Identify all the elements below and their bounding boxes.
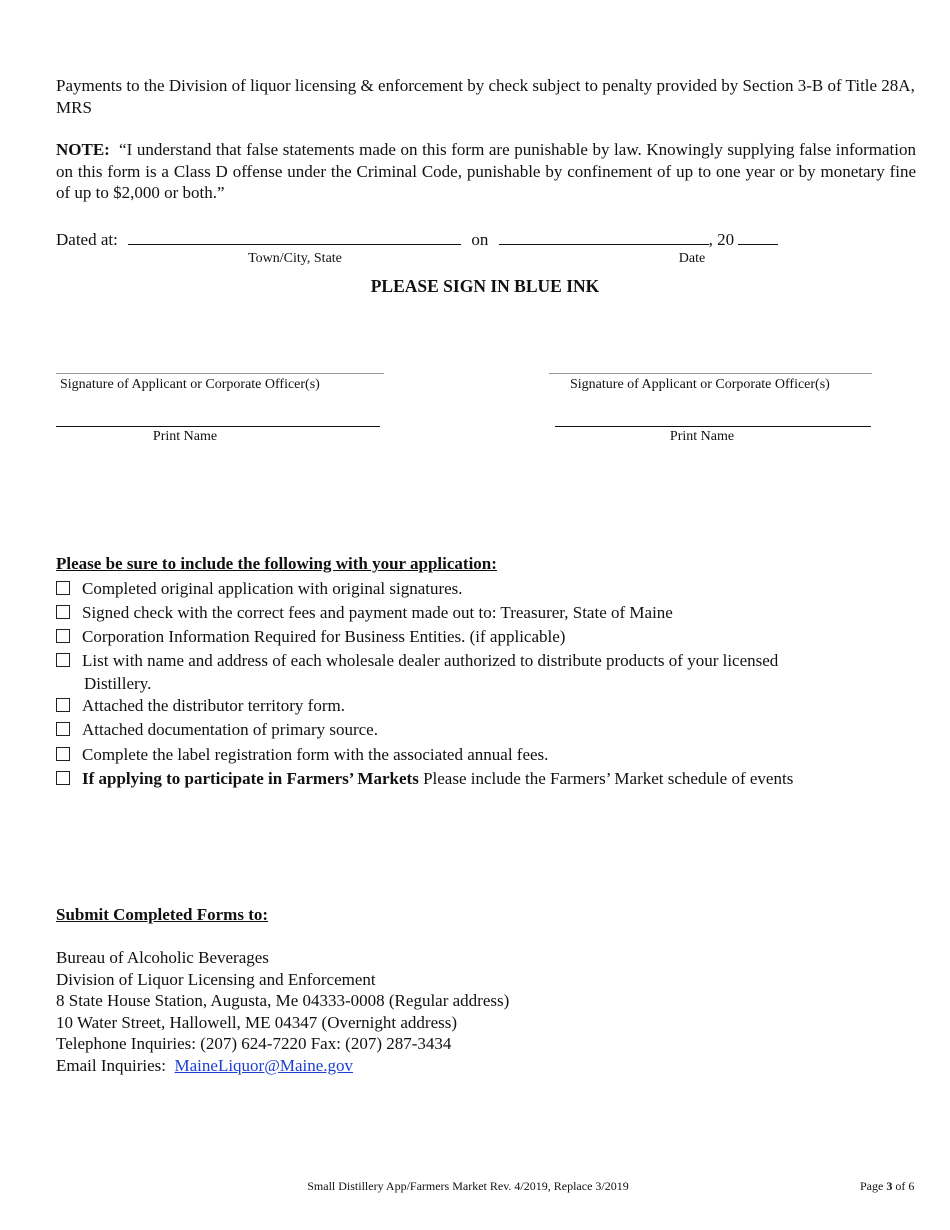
checklist-item-text: Attached documentation of primary source. bbox=[82, 720, 378, 739]
note-text: “I understand that false statements made on this form are punishable by law. Knowingly supplying false information on this form is a Class D offense under the Criminal Code, punishable by confinement of up to one year or by monetary fine of up to $2,000 or both.” bbox=[56, 140, 917, 202]
date-field[interactable] bbox=[499, 230, 709, 245]
print-name-caption-left: Print Name bbox=[152, 429, 218, 444]
checklist-item bbox=[56, 602, 916, 624]
checkbox[interactable] bbox=[56, 771, 70, 785]
checklist-item-text: Complete the label registration form with the associated annual fees. bbox=[82, 745, 549, 764]
checkbox[interactable] bbox=[56, 605, 70, 619]
address-line: Bureau of Alcoholic Beverages bbox=[56, 948, 269, 967]
checklist-item bbox=[56, 744, 916, 766]
address-line: 10 Water Street, Hallowell, ME 04347 (Overnight address) bbox=[56, 1012, 458, 1032]
year-field[interactable] bbox=[738, 230, 778, 245]
checkbox[interactable] bbox=[56, 698, 70, 712]
checklist-item-text: Distillery. bbox=[84, 674, 152, 693]
signature-caption-right: Signature of Applicant or Corporate Officer(s) bbox=[570, 377, 830, 392]
page-suffix: of 6 bbox=[892, 1179, 915, 1193]
sign-heading: PLEASE SIGN IN BLUE INK bbox=[370, 276, 600, 296]
checklist-item-continued bbox=[56, 673, 944, 695]
checklist-item-text: Corporation Information Required for Business Entities. (if applicable) bbox=[82, 627, 566, 646]
note-label: NOTE: bbox=[56, 140, 110, 159]
checkbox[interactable] bbox=[56, 653, 70, 667]
checklist-item-text: Attached the distributor territory form. bbox=[82, 696, 345, 715]
checklist-item bbox=[56, 719, 916, 741]
date-caption: Date bbox=[678, 251, 706, 266]
dated-label: Dated at: bbox=[56, 230, 118, 249]
checklist-item bbox=[56, 626, 916, 648]
email-label: Email Inquiries: bbox=[56, 1055, 167, 1075]
checklist-item bbox=[56, 650, 916, 672]
page-prefix: Page bbox=[860, 1179, 887, 1193]
address-line: Division of Liquor Licensing and Enforcement bbox=[56, 969, 376, 989]
submit-heading-text: Submit Completed Forms to: bbox=[56, 905, 269, 924]
page-number bbox=[860, 1179, 914, 1194]
checkbox[interactable] bbox=[56, 629, 70, 643]
payment-notice: Payments to the Division of liquor licensing & enforcement by check subject to penalty provided by Section 3-B of Title 28A, MRS bbox=[56, 76, 915, 117]
checklist-item-text: List with name and address of each wholesale dealer authorized to distribute products of your licensed bbox=[82, 651, 779, 670]
checklist-item-text: Signed check with the correct fees and payment made out to: Treasurer, State of Maine bbox=[82, 603, 673, 622]
address-line: 8 State House Station, Augusta, Me 04333-0008 (Regular address) bbox=[56, 991, 510, 1010]
signature-caption-left: Signature of Applicant or Corporate Officer(s) bbox=[60, 377, 320, 392]
signature-line-right[interactable] bbox=[549, 373, 872, 374]
checkbox[interactable] bbox=[56, 722, 70, 736]
farmers-market-bold: If applying to participate in Farmers’ Markets bbox=[82, 769, 419, 788]
year-prefix: , 20 bbox=[708, 230, 735, 249]
checkbox[interactable] bbox=[56, 581, 70, 595]
checklist-item bbox=[56, 578, 916, 600]
signature-line-left[interactable] bbox=[56, 373, 384, 374]
on-label: on bbox=[471, 230, 489, 249]
submit-address bbox=[56, 947, 756, 1076]
print-name-line-right[interactable] bbox=[555, 426, 871, 427]
note-paragraph bbox=[56, 139, 916, 204]
checklist-heading-text: Please be sure to include the following with your application: bbox=[56, 554, 497, 573]
farmers-market-text: Please include the Farmers’ Market schedule of events bbox=[418, 769, 794, 788]
print-name-caption-right: Print Name bbox=[669, 429, 735, 444]
print-name-line-left[interactable] bbox=[56, 426, 380, 427]
email-link[interactable]: MaineLiquor@Maine.gov bbox=[174, 1055, 354, 1075]
page-num: 3 bbox=[886, 1179, 893, 1193]
town-field[interactable] bbox=[128, 230, 461, 245]
address-line: Telephone Inquiries: (207) 624-7220 Fax: (207) 287-3434 bbox=[56, 1034, 452, 1053]
email-line bbox=[56, 1055, 756, 1077]
town-caption: Town/City, State bbox=[248, 251, 342, 266]
footer-form-id: Small Distillery App/Farmers Market Rev. 4/2019, Replace 3/2019 bbox=[307, 1179, 629, 1193]
dated-line bbox=[56, 229, 916, 251]
submit-heading bbox=[56, 905, 268, 925]
checkbox[interactable] bbox=[56, 747, 70, 761]
checklist-item bbox=[56, 695, 916, 717]
checklist-heading bbox=[56, 554, 497, 574]
checklist-item bbox=[56, 768, 916, 790]
checklist-item-text: Completed original application with original signatures. bbox=[82, 579, 463, 598]
